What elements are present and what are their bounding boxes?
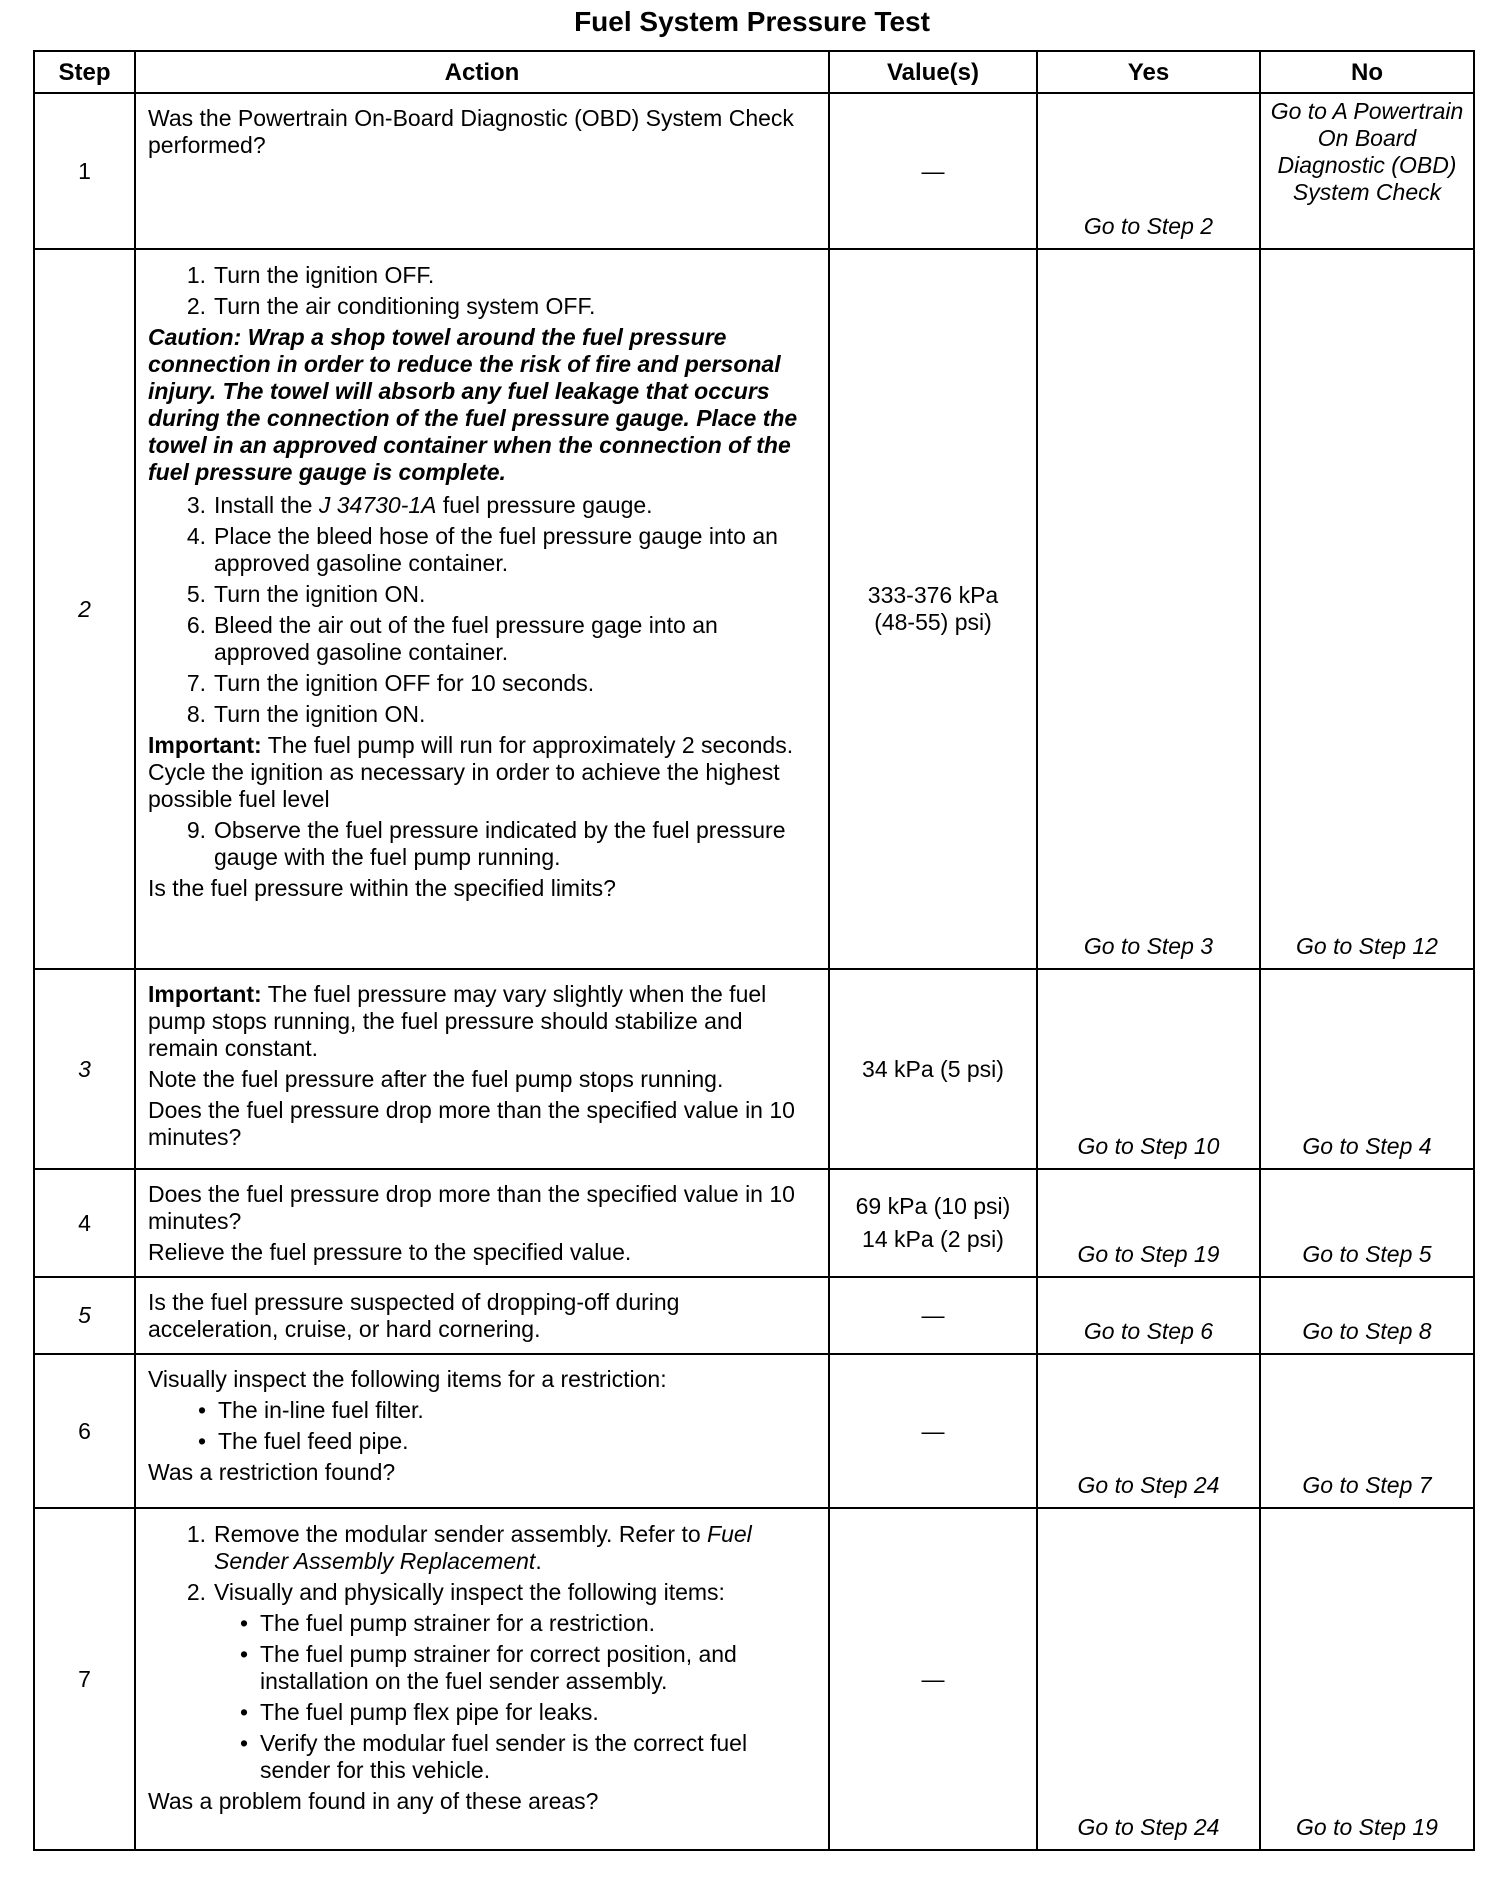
yes-cell: Go to Step 6 [1037, 1277, 1260, 1354]
table-row-step-6 [34, 1354, 1474, 1508]
action-note: Note the fuel pressure after the fuel pump stops running. [148, 1066, 724, 1092]
action-question: Was a restriction found? [148, 1459, 396, 1485]
table-row-step-3 [34, 969, 1474, 1169]
action-question: Was a problem found in any of these areas? [148, 1788, 599, 1814]
action-question: Is the fuel pressure suspected of dropping-off during acceleration, cruise, or hard cornering. [148, 1289, 680, 1342]
action-question: Does the fuel pressure drop more than the specified value in 10 minutes? [148, 1181, 795, 1234]
value-cell: — [829, 1354, 1037, 1508]
list-item: 9. Observe the fuel pressure indicated by the fuel pressure gauge with the fuel pump running. [186, 817, 786, 870]
step-number: 2 [34, 249, 135, 969]
action-cell [135, 1508, 829, 1850]
action-note: Relieve the fuel pressure to the specified value. [148, 1239, 632, 1265]
action-cell [135, 1169, 829, 1277]
caution-note: Caution: Wrap a shop towel around the fuel pressure connection in order to reduce the risk of fire and personal injury. The towel will absorb any fuel leakage that occurs during the connection of the fuel pressure gauge. Place the towel in an approved container when the connection of the fuel pressure gauge is complete. [148, 324, 798, 485]
list-item: 7. Turn the ignition OFF for 10 seconds. [186, 670, 595, 696]
no-cell: Go to Step 7 [1260, 1354, 1474, 1508]
list-item: 1. Remove the modular sender assembly. Refer to Fuel Sender Assembly Replacement. [186, 1521, 752, 1574]
no-cell: Go to Step 8 [1260, 1277, 1474, 1354]
bullet-item: • The in-line fuel filter. [197, 1397, 424, 1423]
list-item: 6. Bleed the air out of the fuel pressure gage into an approved gasoline container. [186, 612, 718, 665]
bullet-item: • The fuel pump strainer for correct position, and installation on the fuel sender assembly. [239, 1641, 737, 1694]
yes-cell: Go to Step 2 [1037, 93, 1260, 249]
table-row-step-5 [34, 1277, 1474, 1354]
yes-cell: Go to Step 10 [1037, 969, 1260, 1169]
no-cell: Go to Step 12 [1260, 249, 1474, 969]
value-cell: 333-376 kPa (48-55) psi) [829, 249, 1037, 969]
numbered-list [148, 1521, 816, 1606]
tool-reference: J 34730-1A [318, 492, 437, 518]
numbered-list [148, 492, 816, 728]
no-cell: Go to Step 19 [1260, 1508, 1474, 1850]
list-item: 5. Turn the ignition ON. [186, 581, 426, 607]
bullet-item: • The fuel feed pipe. [197, 1428, 409, 1454]
table-row-step-1 [34, 93, 1474, 249]
important-note: Important: The fuel pump will run for approximately 2 seconds. Cycle the ignition as necessary in order to achieve the highest possible fuel level [148, 732, 794, 812]
action-question: Is the fuel pressure within the specified limits? [148, 875, 616, 901]
action-question: Does the fuel pressure drop more than the specified value in 10 minutes? [148, 1097, 795, 1150]
action-cell [135, 1277, 829, 1354]
step-number: 7 [34, 1508, 135, 1850]
no-cell: Go to Step 5 [1260, 1169, 1474, 1277]
action-cell [135, 249, 829, 969]
list-item: 1. Turn the ignition OFF. [186, 262, 435, 288]
step-number: 4 [34, 1169, 135, 1277]
document-reference: Fuel Sender Assembly Replacement [214, 1521, 752, 1574]
value-cell: — [829, 1277, 1037, 1354]
step-number: 1 [34, 93, 135, 249]
diagnostic-table [33, 50, 1475, 1851]
step-number: 3 [34, 969, 135, 1169]
yes-cell: Go to Step 24 [1037, 1354, 1260, 1508]
list-item: 3. Install the J 34730-1A fuel pressure gauge. [186, 492, 653, 518]
table-row-step-2 [34, 249, 1474, 969]
header-action: Action [135, 51, 829, 93]
numbered-list [148, 262, 816, 320]
list-item: 2. Turn the air conditioning system OFF. [186, 293, 596, 319]
header-step: Step [34, 51, 135, 93]
value-cell: 69 kPa (10 psi) 14 kPa (2 psi) [829, 1169, 1037, 1277]
table-row-step-7 [34, 1508, 1474, 1850]
action-question: Was the Powertrain On-Board Diagnostic (OBD) System Check performed? [148, 105, 794, 158]
no-cell: Go to Step 4 [1260, 969, 1474, 1169]
list-item: 8. Turn the ignition ON. [186, 701, 426, 727]
bullet-item: • The fuel pump flex pipe for leaks. [239, 1699, 599, 1725]
list-item: 2. Visually and physically inspect the following items: [186, 1579, 725, 1605]
value-cell: — [829, 1508, 1037, 1850]
action-cell [135, 1354, 829, 1508]
page-title: Fuel System Pressure Test [574, 6, 930, 37]
header-yes: Yes [1037, 51, 1260, 93]
yes-cell: Go to Step 19 [1037, 1169, 1260, 1277]
action-cell [135, 969, 829, 1169]
step-number: 6 [34, 1354, 135, 1508]
header-values: Value(s) [829, 51, 1037, 93]
value-cell: — [829, 93, 1037, 249]
no-cell: Go to A Powertrain On Board Diagnostic (OBD) System Check [1260, 93, 1474, 249]
yes-cell: Go to Step 3 [1037, 249, 1260, 969]
header-no: No [1260, 51, 1474, 93]
action-cell [135, 93, 829, 249]
numbered-list [148, 817, 816, 871]
important-note: Important: The fuel pressure may vary slightly when the fuel pump stops running, the fuel pressure should stabilize and remain constant. [148, 981, 767, 1061]
action-intro: Visually inspect the following items for a restriction: [148, 1366, 667, 1392]
bullet-item: • Verify the modular fuel sender is the correct fuel sender for this vehicle. [239, 1730, 748, 1783]
table-header-row [34, 51, 1474, 93]
value-cell: 34 kPa (5 psi) [829, 969, 1037, 1169]
yes-cell: Go to Step 24 [1037, 1508, 1260, 1850]
bullet-item: • The fuel pump strainer for a restriction. [239, 1610, 655, 1636]
table-row-step-4 [34, 1169, 1474, 1277]
list-item: 4. Place the bleed hose of the fuel pressure gauge into an approved gasoline container. [186, 523, 778, 576]
step-number: 5 [34, 1277, 135, 1354]
